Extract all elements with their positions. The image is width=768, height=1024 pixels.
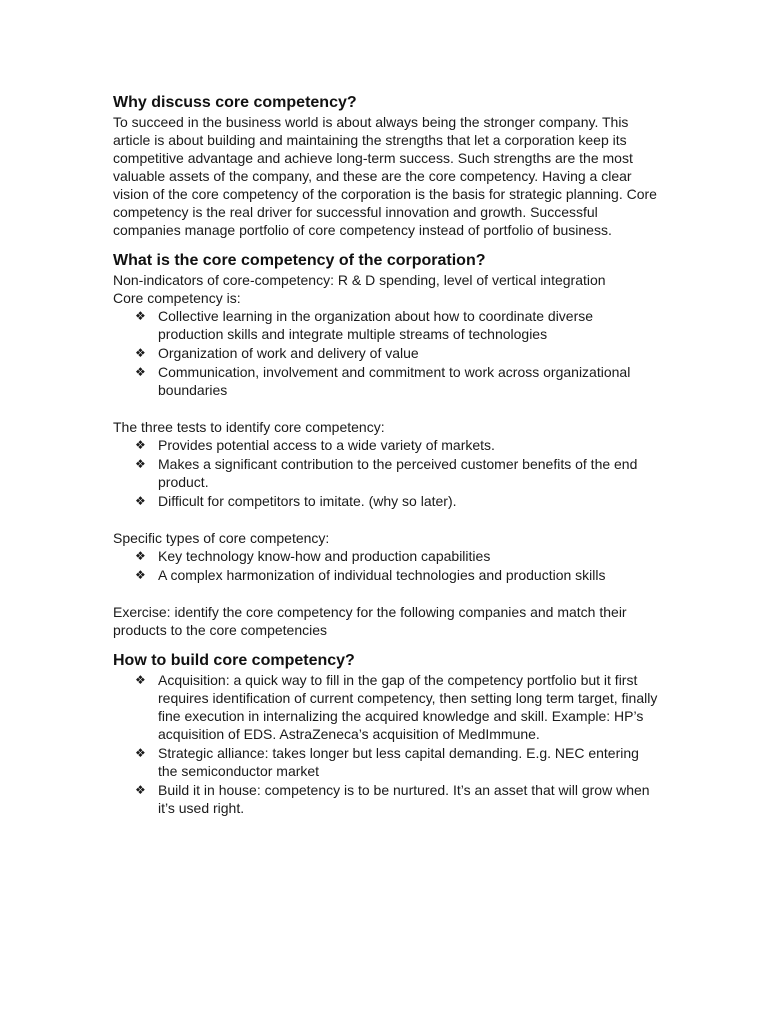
list-item xyxy=(113,307,658,343)
list-item-text: Strategic alliance: takes longer but less capital demanding. E.g. NEC entering the semiconductor market xyxy=(158,745,639,779)
list-item-text: Organization of work and delivery of value xyxy=(158,345,419,361)
diamond-bullet-icon: ❖ xyxy=(135,673,146,687)
document-page xyxy=(113,93,658,818)
diamond-bullet-icon: ❖ xyxy=(135,746,146,760)
list-item xyxy=(113,671,658,743)
diamond-bullet-icon: ❖ xyxy=(135,568,146,582)
list-item-text: Provides potential access to a wide variety of markets. xyxy=(158,437,495,453)
exercise-text: Exercise: identify the core competency for the following companies and match their products to the core competencies xyxy=(113,604,627,638)
list-item xyxy=(113,492,658,510)
core-competency-is-line: Core competency is: xyxy=(113,290,241,306)
spacer xyxy=(113,585,658,603)
list-item xyxy=(113,436,658,454)
section-what-heading: What is the core competency of the corporation? xyxy=(113,252,486,269)
list-item xyxy=(113,744,658,780)
build-methods-list xyxy=(113,671,658,817)
list-item xyxy=(113,344,658,362)
spacer xyxy=(113,511,658,529)
list-item-text: Collective learning in the organization about how to coordinate diverse production skills and integrate multiple streams of technologies xyxy=(158,308,594,342)
types-intro: Specific types of core competency: xyxy=(113,530,330,546)
diamond-bullet-icon: ❖ xyxy=(135,365,146,379)
section-why-body: To succeed in the business world is about always being the stronger company. This article is about building and maintaining the strengths that let a corporation keep its competitive advantage and achieve long-term success. Such strengths are the most valuable assets of the company, and these are the core competency. Having a clear vision of the core competency of the corporation is the basis for strategic planning. Core competency is the real driver for successful innovation and growth. Successful companies manage portfolio of core competency instead of portfolio of business. xyxy=(113,114,657,238)
types-list xyxy=(113,547,658,584)
tests-list xyxy=(113,436,658,510)
diamond-bullet-icon: ❖ xyxy=(135,346,146,360)
diamond-bullet-icon: ❖ xyxy=(135,309,146,323)
diamond-bullet-icon: ❖ xyxy=(135,494,146,508)
list-item xyxy=(113,566,658,584)
list-item-text: Build it in house: competency is to be nurtured. It’s an asset that will grow when it’s used right. xyxy=(158,782,650,816)
spacer xyxy=(113,239,658,251)
diamond-bullet-icon: ❖ xyxy=(135,549,146,563)
diamond-bullet-icon: ❖ xyxy=(135,783,146,797)
list-item-text: Key technology know-how and production capabilities xyxy=(158,548,491,564)
list-item-text: Makes a significant contribution to the perceived customer benefits of the end product. xyxy=(158,456,638,490)
list-item-text: Difficult for competitors to imitate. (why so later). xyxy=(158,493,457,509)
core-competency-list xyxy=(113,307,658,399)
spacer xyxy=(113,639,658,651)
section-how-heading: How to build core competency? xyxy=(113,652,355,669)
list-item-text: Communication, involvement and commitment to work across organizational boundaries xyxy=(158,364,631,398)
spacer xyxy=(113,400,658,418)
list-item xyxy=(113,547,658,565)
list-item-text: A complex harmonization of individual technologies and production skills xyxy=(158,567,606,583)
list-item-text: Acquisition: a quick way to fill in the gap of the competency portfolio but it first requires identification of current competency, then setting long term target, finally fine execution in internalizing the acquired knowledge and skill. Example: HP’s acquisition of EDS. AstraZeneca’s acquisition of MedImmune. xyxy=(158,672,658,742)
diamond-bullet-icon: ❖ xyxy=(135,438,146,452)
section-why-heading: Why discuss core competency? xyxy=(113,94,357,111)
list-item xyxy=(113,455,658,491)
list-item xyxy=(113,781,658,817)
diamond-bullet-icon: ❖ xyxy=(135,457,146,471)
non-indicators-line: Non-indicators of core-competency: R & D spending, level of vertical integration xyxy=(113,272,606,288)
list-item xyxy=(113,363,658,399)
tests-intro: The three tests to identify core competency: xyxy=(113,419,385,435)
